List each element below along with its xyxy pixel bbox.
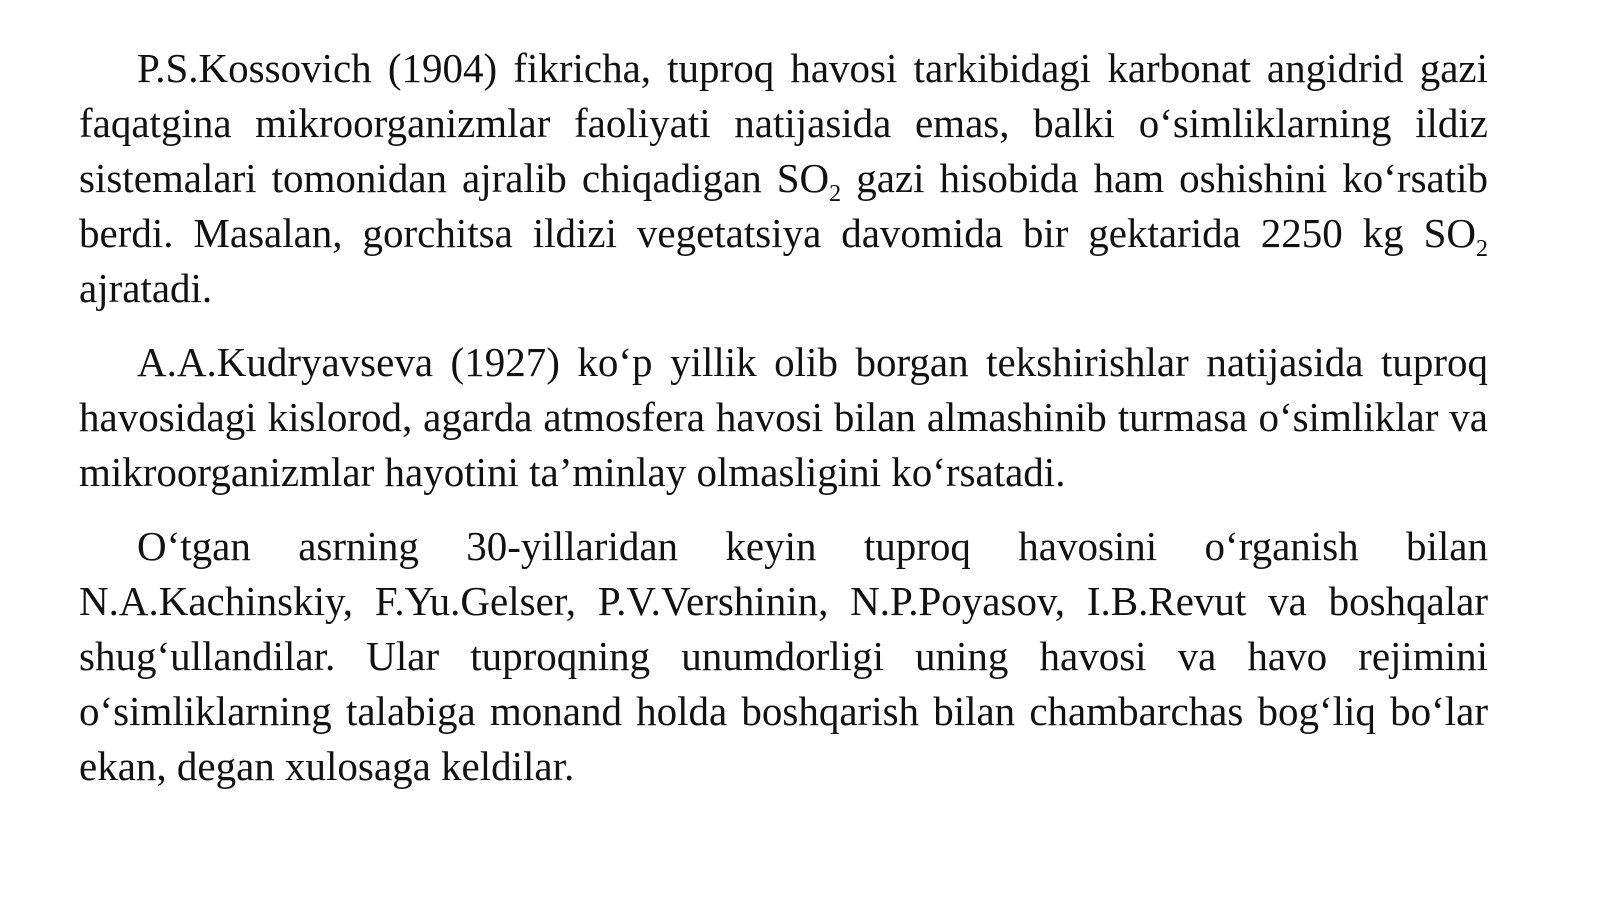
formula-subscript: 2 bbox=[1476, 236, 1488, 262]
chemical-formula-so2 bbox=[1423, 210, 1488, 262]
paragraph-kossovich-text-1: P.S.Kossovich (1904) fikricha, tuproq havosi tarkibidagi karbonat angidrid gazi faqatgina mikroorganizmlar faoliyati natijasida emas, balki o‘simliklarning ildiz sistemalari tomonidan ajralib chiqadigan bbox=[79, 45, 1488, 201]
paragraph-kossovich bbox=[79, 41, 1488, 316]
paragraph-soil-air-research: O‘tgan asrning 30-yillaridan keyin tuproq havosini o‘rganish bilan N.A.Kachinskiy, F.Yu.Gelser, P.V.Vershinin, N.P.Poyasov, I.B.Revut va boshqalar shug‘ullandilar. Ular tuproqning unumdorligi uning havosi va havo rejimini o‘simliklarning talabiga monand holda boshqarish bilan chambarchas bog‘liq bo‘lar ekan, degan xulosaga keldilar. bbox=[79, 523, 1488, 789]
formula-base: SO bbox=[776, 155, 830, 201]
document-page bbox=[79, 41, 1488, 794]
paragraph-kossovich-text-3: ajratadi. bbox=[79, 265, 213, 311]
chemical-formula-so2 bbox=[776, 155, 842, 207]
formula-subscript: 2 bbox=[829, 181, 842, 207]
paragraph-kudryavseva: A.A.Kudryavseva (1927) ko‘p yillik olib borgan tekshirishlar natijasida tuproq havosidagi kislorod, agarda atmosfera havosi bilan almashinib turmasa o‘simliklar va mikroorganizmlar hayotini ta’minlay olmasligini ko‘rsatadi. bbox=[79, 339, 1488, 495]
formula-base: SO bbox=[1423, 210, 1476, 256]
paragraph-kossovich-text-2: gazi hisobida ham oshishini ko‘rsatib berdi. Masalan, gorchitsa ildizi vegetatsiya davomida bir gektarida 2250 kg bbox=[79, 155, 1489, 256]
